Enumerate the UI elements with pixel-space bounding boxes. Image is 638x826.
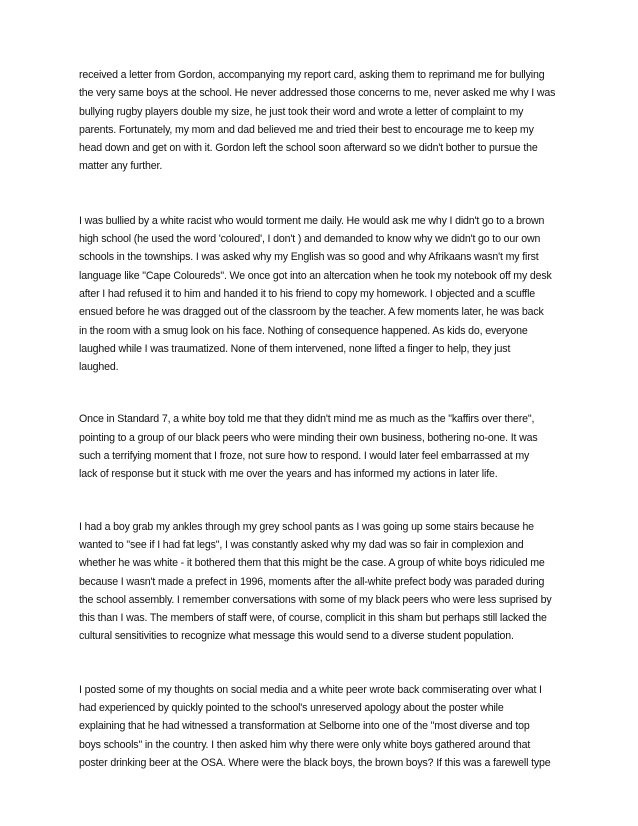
- text-line: cultural sensitivities to recognize what message this would send to a diverse student population.: [79, 630, 514, 643]
- text-line: wanted to "see if I had fat legs", I was constantly asked why my dad was so fair in complexion and: [79, 538, 524, 551]
- text-line: I was bullied by a white racist who would torment me daily. He would ask me why I didn't go to a brown: [79, 214, 545, 227]
- text-line: I posted some of my thoughts on social media and a white peer wrote back commiserating over what I: [79, 683, 542, 696]
- text-line: high school (he used the word 'coloured', I don't ) and demanded to know why we didn't go to our own: [79, 233, 541, 246]
- text-line: had experienced by quickly pointed to the school's unreserved apology about the poster while: [79, 702, 504, 715]
- text-line: language like "Cape Coloureds". We once got into an altercation when he took my notebook off my desk: [79, 269, 552, 282]
- text-line: laughed while I was traumatized. None of them intervened, none lifted a finger to help, they just: [79, 342, 511, 355]
- text-line: such a terrifying moment that I froze, not sure how to respond. I would later feel embarrassed at my: [79, 450, 530, 463]
- text-line: this than I was. The members of staff were, of course, complicit in this sham but perhaps still lacked the: [79, 612, 547, 625]
- text-line: because I wasn't made a prefect in 1996, moments after the all-white prefect body was paraded during: [79, 575, 545, 588]
- text-line: the school assembly. I remember conversations with some of my black peers who were less suprised by: [79, 593, 552, 606]
- text-line: laughed.: [79, 361, 119, 374]
- text-line: boys schools" in the country. I then asked him why there were only white boys gathered around that: [79, 738, 531, 751]
- text-line: explaining that he had witnessed a transformation at Selborne into one of the "most diverse and top: [79, 720, 530, 733]
- text-line: matter any further.: [79, 160, 163, 173]
- text-line: I had a boy grab my ankles through my grey school pants as I was going up some stairs because he: [79, 520, 534, 533]
- paragraph-bullied: [79, 212, 567, 377]
- text-line: schools in the townships. I was asked why my English was so good and why Afrikaans wasn't my first: [79, 251, 539, 264]
- paragraph-standard-7: [79, 410, 567, 483]
- text-line: bullying rugby players double my size, he just took their word and wrote a letter of complaint to my: [79, 105, 524, 118]
- text-line: pointing to a group of our black peers who were minding their own business, bothering no-one. It was: [79, 431, 538, 444]
- text-line: poster drinking beer at the OSA. Where were the black boys, the brown boys? If this was a farewell type: [79, 756, 551, 769]
- text-line: in the room with a smug look on his face. Nothing of consequence happened. As kids do, everyone: [79, 324, 528, 337]
- text-line: whether he was white - it bothered them that this might be the case. A group of white boys ridiculed me: [79, 557, 545, 570]
- paragraph-social-media: [79, 681, 567, 772]
- text-line: after I had refused it to him and handed it to his friend to copy my homework. I objected and a scuffle: [79, 287, 536, 300]
- paragraph-gordon-letter: [79, 66, 567, 176]
- text-line: Once in Standard 7, a white boy told me that they didn't mind me as much as the "kaffirs over there",: [79, 413, 535, 426]
- paragraph-prefect: [79, 518, 567, 646]
- document-body: [79, 66, 567, 772]
- text-line: parents. Fortunately, my mom and dad believed me and tried their best to encourage me to keep my: [79, 123, 534, 136]
- text-line: received a letter from Gordon, accompanying my report card, asking them to reprimand me for bullying: [79, 69, 545, 81]
- text-line: lack of response but it stuck with me over the years and has informed my actions in later life.: [79, 468, 498, 481]
- text-line: ensued before he was dragged out of the classroom by the teacher. A few moments later, he was back: [79, 306, 544, 319]
- text-line: the very same boys at the school. He never addressed those concerns to me, never asked me why I was: [79, 87, 556, 100]
- text-line: head down and get on with it. Gordon left the school soon afterward so we didn't bother to pursue the: [79, 142, 538, 155]
